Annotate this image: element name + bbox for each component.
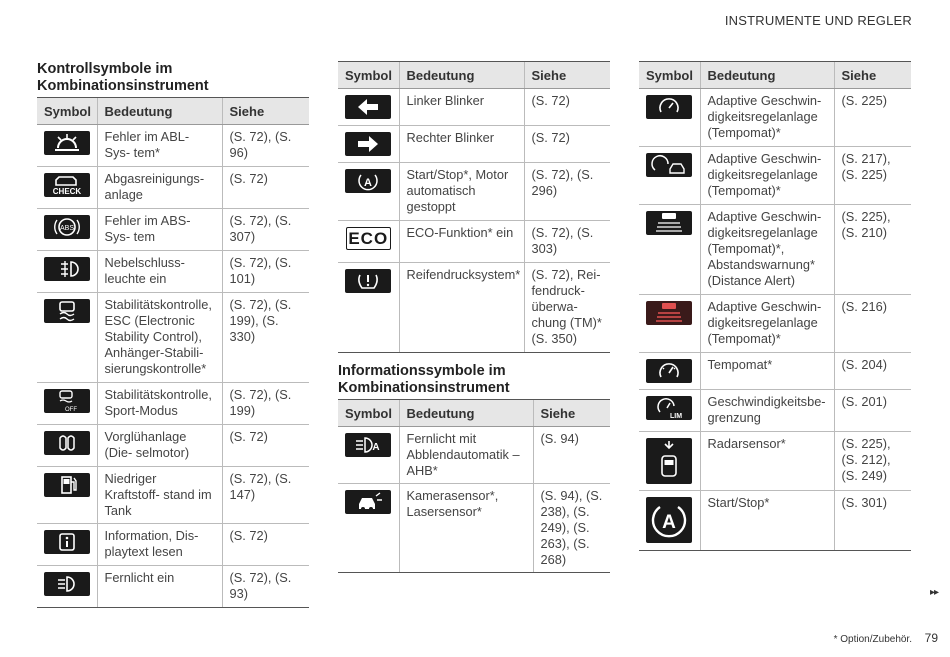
row-meaning: Start/Stop*, Motor automatisch gestoppt xyxy=(399,163,524,221)
table-row xyxy=(639,205,911,295)
header-page: Siehe xyxy=(524,62,610,89)
table-row xyxy=(338,484,610,573)
row-page: (S. 204) xyxy=(834,353,911,390)
row-page: (S. 72), (S. 296) xyxy=(524,163,610,221)
row-page: (S. 72) xyxy=(222,524,309,566)
header-meaning: Bedeutung xyxy=(399,62,524,89)
table-row xyxy=(639,491,911,551)
camera-sensor-icon xyxy=(345,490,391,514)
start-stop-large-icon xyxy=(646,497,692,543)
row-page: (S. 72), (S. 307) xyxy=(222,209,309,251)
row-meaning: Rechter Blinker xyxy=(399,126,524,163)
row-page: (S. 72) xyxy=(222,167,309,209)
distance-red-icon xyxy=(646,301,692,325)
row-meaning: Nebelschluss- leuchte ein xyxy=(97,251,222,293)
column-3 xyxy=(639,61,911,551)
engine-check-icon xyxy=(44,173,90,197)
header-page: Siehe xyxy=(222,98,309,125)
column-1 xyxy=(37,61,309,608)
row-meaning: ECO-Funktion* ein xyxy=(399,221,524,263)
next-page-arrows-icon: ▸▸ xyxy=(929,587,938,598)
row-meaning: Adaptive Geschwin- digkeitsregelanlage (Tempomat)* xyxy=(700,147,834,205)
header-symbol: Symbol xyxy=(338,62,399,89)
table-header-row xyxy=(338,400,610,427)
header-page: Siehe xyxy=(834,62,911,89)
table-header-row xyxy=(639,62,911,89)
table-row xyxy=(37,293,309,383)
svg-text:LIM: LIM xyxy=(670,413,683,420)
row-meaning: Stabilitätskontrolle, ESC (Electronic Stability Control), Anhänger-Stabili- sierungskontrolle* xyxy=(97,293,222,383)
page-number: 79 xyxy=(924,631,938,645)
row-page: (S. 201) xyxy=(834,390,911,432)
adaptive-cruise-icon xyxy=(646,95,692,119)
row-meaning: Radarsensor* xyxy=(700,432,834,491)
table-row xyxy=(639,390,911,432)
abl-fault-icon xyxy=(44,131,90,155)
row-meaning: Reifendrucksystem* xyxy=(399,263,524,353)
row-meaning: Abgasreinigungs- anlage xyxy=(97,167,222,209)
row-page: (S. 72), (S. 303) xyxy=(524,221,610,263)
table-row xyxy=(338,89,610,126)
row-page: (S. 72), (S. 199) xyxy=(222,383,309,425)
right-turn-icon xyxy=(345,132,391,156)
table-row xyxy=(37,425,309,467)
row-page: (S. 225) xyxy=(834,89,911,147)
esc-off-icon xyxy=(44,389,90,413)
row-page: (S. 72), (S. 199), (S. 330) xyxy=(222,293,309,383)
row-page: (S. 72) xyxy=(222,425,309,467)
row-page: (S. 72), (S. 96) xyxy=(222,125,309,167)
column-2 xyxy=(338,61,610,573)
row-meaning: Fernlicht ein xyxy=(97,566,222,608)
eco-icon: ECO xyxy=(346,227,391,250)
cruise-control-icon xyxy=(646,359,692,383)
information-icon xyxy=(44,530,90,554)
rear-fog-light-icon xyxy=(44,257,90,281)
tire-pressure-icon xyxy=(345,269,391,293)
table-header-row xyxy=(37,98,309,125)
svg-text:OFF: OFF xyxy=(64,407,77,413)
header-symbol: Symbol xyxy=(37,98,97,125)
speed-limiter-icon xyxy=(646,396,692,420)
row-meaning: Niedriger Kraftstoff- stand im Tank xyxy=(97,467,222,524)
row-page: (S. 225), (S. 212), (S. 249) xyxy=(834,432,911,491)
row-page: (S. 94) xyxy=(533,427,610,484)
table-row xyxy=(338,163,610,221)
table-row xyxy=(639,295,911,353)
row-meaning: Fehler im ABS-Sys- tem xyxy=(97,209,222,251)
table-row xyxy=(37,251,309,293)
row-page: (S. 72) xyxy=(524,126,610,163)
row-meaning: Vorglühanlage (Die- selmotor) xyxy=(97,425,222,467)
svg-text:A: A xyxy=(662,512,677,533)
row-page: (S. 72) xyxy=(524,89,610,126)
header-meaning: Bedeutung xyxy=(97,98,222,125)
footnote: * Option/Zubehör. xyxy=(833,634,912,645)
row-meaning: Linker Blinker xyxy=(399,89,524,126)
svg-text:ABS: ABS xyxy=(59,225,74,232)
start-stop-icon xyxy=(345,169,391,193)
row-page: (S. 72), Rei- fendruck- überwa- chung (TM)* (S. 350) xyxy=(524,263,610,353)
row-page: (S. 72), (S. 101) xyxy=(222,251,309,293)
row-meaning: Adaptive Geschwin- digkeitsregelanlage (Tempomat)* xyxy=(700,89,834,147)
table-row xyxy=(37,524,309,566)
low-beam-icon xyxy=(44,572,90,596)
header-page: Siehe xyxy=(533,400,610,427)
fuel-icon xyxy=(44,473,90,497)
table-row xyxy=(37,209,309,251)
row-meaning: Kamerasensor*, Lasersensor* xyxy=(399,484,533,573)
row-meaning: Fernlicht mit Abblendautomatik – AHB* xyxy=(399,427,533,484)
row-page: (S. 217), (S. 225) xyxy=(834,147,911,205)
cruise-control-table xyxy=(639,61,911,551)
left-turn-icon xyxy=(345,95,391,119)
row-meaning: Geschwindigkeitsbe- grenzung xyxy=(700,390,834,432)
row-page: (S. 94), (S. 238), (S. 249), (S. 263), (S. 268) xyxy=(533,484,610,573)
svg-text:A: A xyxy=(372,442,380,453)
row-page: (S. 301) xyxy=(834,491,911,551)
table-row xyxy=(338,126,610,163)
high-beam-auto-icon xyxy=(345,433,391,457)
svg-text:A: A xyxy=(364,177,373,189)
distance-alert-icon xyxy=(646,211,692,235)
radar-sensor-icon xyxy=(646,438,692,484)
svg-text:CHECK: CHECK xyxy=(52,187,81,196)
header-meaning: Bedeutung xyxy=(700,62,834,89)
table-row xyxy=(37,167,309,209)
row-page: (S. 225), (S. 210) xyxy=(834,205,911,295)
row-page: (S. 216) xyxy=(834,295,911,353)
table-row xyxy=(639,353,911,390)
turn-signal-table xyxy=(338,61,610,353)
row-meaning: Adaptive Geschwin- digkeitsregelanlage (Tempomat)* xyxy=(700,295,834,353)
esc-icon xyxy=(44,299,90,323)
row-meaning: Stabilitätskontrolle, Sport-Modus xyxy=(97,383,222,425)
row-meaning: Start/Stop* xyxy=(700,491,834,551)
header-symbol: Symbol xyxy=(338,400,399,427)
row-meaning: Tempomat* xyxy=(700,353,834,390)
control-symbols-table xyxy=(37,97,309,608)
table-row xyxy=(37,467,309,524)
header-symbol: Symbol xyxy=(639,62,700,89)
table-row xyxy=(338,427,610,484)
row-page: (S. 72), (S. 93) xyxy=(222,566,309,608)
table-row xyxy=(338,221,610,263)
table-row xyxy=(338,263,610,353)
section-header: INSTRUMENTE UND REGLER xyxy=(724,13,912,28)
row-meaning: Fehler im ABL-Sys- tem* xyxy=(97,125,222,167)
table-row xyxy=(639,432,911,491)
table-row xyxy=(639,147,911,205)
adaptive-cruise-car-icon xyxy=(646,153,692,177)
row-meaning: Adaptive Geschwin- digkeitsregelanlage (Tempomat)*, Abstandswarnung* (Distance Alert) xyxy=(700,205,834,295)
glow-plug-icon xyxy=(44,431,90,455)
table-row xyxy=(37,125,309,167)
table-header-row xyxy=(338,62,610,89)
section-title-info-symbols: Informationssymbole im Kombinationsinstrument xyxy=(338,363,510,396)
table-row xyxy=(639,89,911,147)
row-page: (S. 72), (S. 147) xyxy=(222,467,309,524)
row-meaning: Information, Dis- playtext lesen xyxy=(97,524,222,566)
section-title-control-symbols: Kontrollsymbole im Kombinationsinstrument xyxy=(37,61,209,94)
info-symbols-table xyxy=(338,399,610,573)
header-meaning: Bedeutung xyxy=(399,400,533,427)
table-row xyxy=(37,383,309,425)
table-row xyxy=(37,566,309,608)
abs-icon xyxy=(44,215,90,239)
